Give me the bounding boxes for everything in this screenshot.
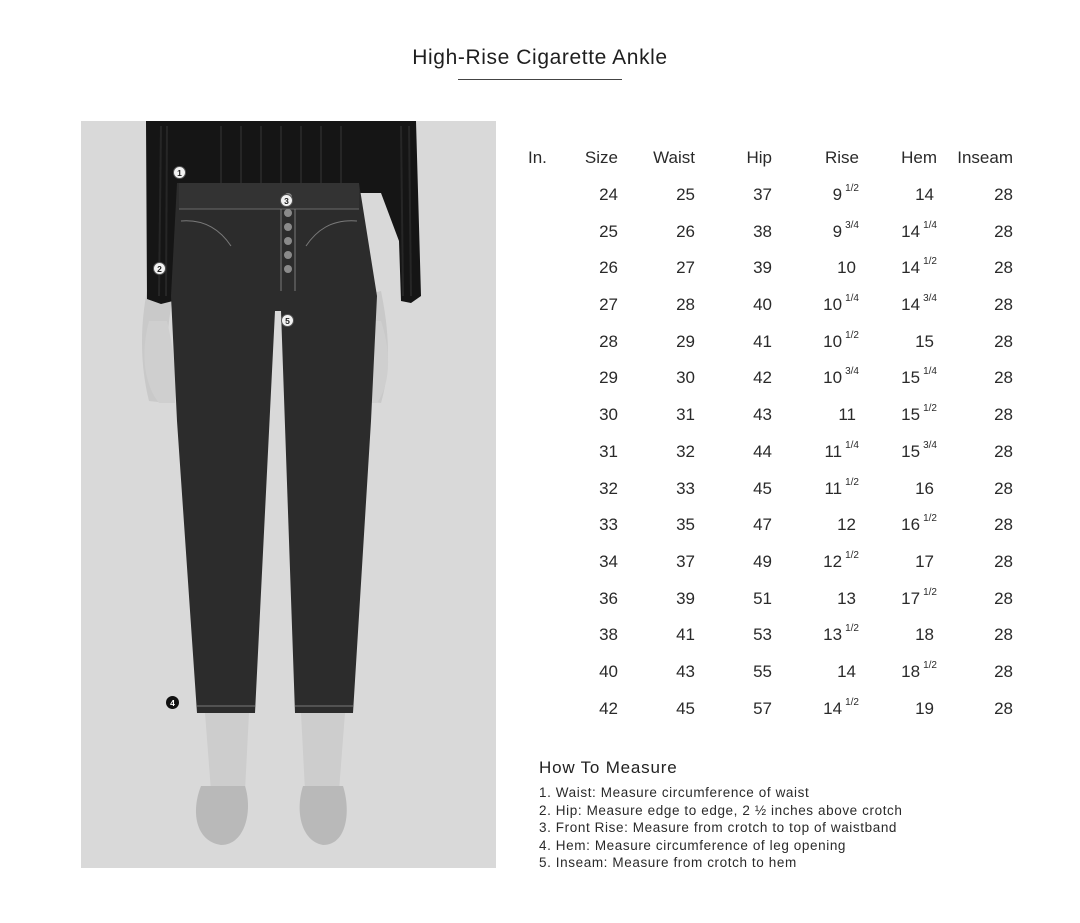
cell-size [560, 323, 618, 360]
cell-hem-value: 15 [915, 331, 934, 351]
cell-size [560, 580, 618, 617]
cell-inseam [937, 323, 1013, 360]
cell-blank [528, 580, 560, 617]
cell-rise-value: 12 [837, 515, 856, 535]
cell-inseam [937, 690, 1013, 727]
cell-inseam [937, 654, 1013, 691]
cell-hem [859, 617, 937, 654]
cell-rise-value: 13 [823, 625, 843, 645]
model-photo [81, 121, 496, 868]
cell-waist [618, 507, 695, 544]
marker-waist: 1 [173, 166, 186, 179]
cell-blank [528, 250, 560, 287]
cell-rise [772, 323, 859, 360]
cell-size-value: 36 [599, 588, 618, 608]
cell-hem-value: 15 [901, 441, 921, 461]
cell-rise [772, 544, 859, 581]
cell-rise-value: 12 [823, 551, 843, 571]
cell-hem [859, 213, 937, 250]
table-row [528, 580, 1013, 617]
cell-hip-value: 41 [753, 331, 772, 351]
cell-blank [528, 617, 560, 654]
cell-inseam-value: 28 [994, 258, 1013, 278]
cell-hem-value: 16 [915, 478, 934, 498]
table-row [528, 690, 1013, 727]
cell-inseam [937, 617, 1013, 654]
cell-rise-fraction: 1/2 [845, 183, 859, 195]
cell-inseam-value: 28 [994, 441, 1013, 461]
cell-waist [618, 654, 695, 691]
cell-rise-value: 11 [824, 478, 843, 498]
cell-hem [859, 544, 937, 581]
cell-size-value: 42 [599, 698, 618, 718]
cell-rise-value: 11 [838, 405, 856, 425]
cell-blank [528, 470, 560, 507]
cell-waist-value: 37 [676, 551, 695, 571]
cell-inseam-value: 28 [994, 368, 1013, 388]
cell-waist [618, 544, 695, 581]
cell-inseam [937, 360, 1013, 397]
cell-size-value: 30 [599, 405, 618, 425]
cell-rise-value: 10 [837, 258, 856, 278]
cell-hem-value: 18 [901, 661, 921, 681]
table-row [528, 250, 1013, 287]
cell-rise-fraction: 1/4 [845, 439, 859, 451]
cell-blank [528, 177, 560, 214]
cell-rise [772, 507, 859, 544]
cell-hip-value: 49 [753, 551, 772, 571]
cell-inseam [937, 434, 1013, 471]
cell-size [560, 250, 618, 287]
cell-waist-value: 26 [676, 221, 695, 241]
cell-hip-value: 42 [753, 368, 772, 388]
cell-hem-value: 14 [915, 185, 934, 205]
cell-waist-value: 31 [676, 405, 695, 425]
cell-hip-value: 38 [753, 221, 772, 241]
cell-rise-value: 10 [823, 331, 843, 351]
cell-waist-value: 25 [676, 185, 695, 205]
cell-hem [859, 580, 937, 617]
cell-inseam-value: 28 [994, 295, 1013, 315]
cell-size [560, 470, 618, 507]
header-hip: Hip [746, 148, 772, 168]
cell-blank [528, 287, 560, 324]
cell-hem-fraction: 3/4 [923, 293, 937, 305]
cell-rise [772, 654, 859, 691]
cell-rise-fraction: 1/2 [845, 476, 859, 488]
cell-hip-value: 57 [753, 698, 772, 718]
cell-hem-value: 15 [901, 368, 921, 388]
marker-hip: 2 [153, 262, 166, 275]
cell-size-value: 24 [599, 185, 618, 205]
cell-size [560, 654, 618, 691]
cell-size-value: 32 [599, 478, 618, 498]
cell-hem-value: 17 [915, 551, 934, 571]
cell-waist-value: 32 [676, 441, 695, 461]
cell-size [560, 617, 618, 654]
header-inseam: Inseam [957, 148, 1013, 168]
table-row [528, 287, 1013, 324]
cell-rise-fraction: 1/2 [845, 329, 859, 341]
cell-hem [859, 690, 937, 727]
cell-hip-value: 53 [753, 625, 772, 645]
cell-rise [772, 580, 859, 617]
header-hem: Hem [901, 148, 937, 168]
cell-blank [528, 434, 560, 471]
measure-step: 5. Inseam: Measure from crotch to hem [539, 855, 797, 870]
cell-waist [618, 360, 695, 397]
cell-hem-fraction: 1/2 [923, 256, 937, 268]
cell-inseam-value: 28 [994, 661, 1013, 681]
cell-blank [528, 690, 560, 727]
cell-rise [772, 470, 859, 507]
cell-waist [618, 323, 695, 360]
cell-hip-value: 44 [753, 441, 772, 461]
cell-waist-value: 45 [676, 698, 695, 718]
cell-blank [528, 507, 560, 544]
cell-waist [618, 287, 695, 324]
cell-rise [772, 287, 859, 324]
marker-hem: 4 [166, 696, 179, 709]
table-row [528, 470, 1013, 507]
cell-rise-value: 13 [837, 588, 856, 608]
measure-step: 2. Hip: Measure edge to edge, 2 ½ inches above crotch [539, 802, 903, 818]
cell-rise-value: 11 [824, 441, 843, 461]
cell-hem-value: 14 [901, 295, 921, 315]
cell-hem-value: 14 [901, 258, 921, 278]
cell-inseam-value: 28 [994, 551, 1013, 571]
cell-hip [695, 177, 772, 214]
cell-rise-value: 10 [823, 368, 843, 388]
cell-hem-fraction: 1/4 [923, 366, 937, 378]
cell-inseam-value: 28 [994, 185, 1013, 205]
cell-size [560, 507, 618, 544]
cell-blank [528, 323, 560, 360]
cell-waist-value: 39 [676, 588, 695, 608]
cell-inseam-value: 28 [994, 588, 1013, 608]
cell-rise-fraction: 1/4 [845, 293, 859, 305]
cell-size-value: 26 [599, 258, 618, 278]
cell-hip-value: 51 [753, 588, 772, 608]
cell-waist [618, 470, 695, 507]
table-row [528, 323, 1013, 360]
cell-hem [859, 654, 937, 691]
cell-size-value: 38 [599, 625, 618, 645]
cell-hem-fraction: 3/4 [923, 439, 937, 451]
how-to-measure-section [539, 758, 903, 872]
cell-hip [695, 617, 772, 654]
cell-hem-value: 16 [901, 515, 921, 535]
cell-hip [695, 287, 772, 324]
cell-hip [695, 690, 772, 727]
jeans-model-illustration [81, 121, 496, 868]
cell-hip-value: 40 [753, 295, 772, 315]
cell-hip [695, 507, 772, 544]
cell-rise-fraction: 1/2 [845, 549, 859, 561]
measure-step: 3. Front Rise: Measure from crotch to top of waistband [539, 820, 898, 835]
table-row [528, 213, 1013, 250]
cell-size [560, 397, 618, 434]
cell-size-value: 27 [599, 295, 618, 315]
table-row [528, 654, 1013, 691]
cell-hem-fraction: 1/2 [923, 513, 937, 525]
cell-rise [772, 360, 859, 397]
cell-waist [618, 617, 695, 654]
cell-hip [695, 397, 772, 434]
cell-waist-value: 41 [676, 625, 695, 645]
cell-hem-value: 19 [915, 698, 934, 718]
cell-hip [695, 544, 772, 581]
cell-waist-value: 43 [676, 661, 695, 681]
cell-hip-value: 39 [753, 258, 772, 278]
cell-inseam [937, 287, 1013, 324]
cell-hip-value: 47 [753, 515, 772, 535]
table-row [528, 434, 1013, 471]
cell-blank [528, 544, 560, 581]
cell-rise-fraction: 3/4 [845, 366, 859, 378]
cell-rise [772, 434, 859, 471]
cell-inseam [937, 580, 1013, 617]
cell-hip [695, 434, 772, 471]
cell-hem-fraction: 1/4 [923, 219, 937, 231]
cell-waist [618, 177, 695, 214]
cell-waist-value: 27 [676, 258, 695, 278]
cell-blank [528, 654, 560, 691]
cell-hem [859, 287, 937, 324]
cell-hip [695, 360, 772, 397]
table-row [528, 397, 1013, 434]
cell-inseam-value: 28 [994, 331, 1013, 351]
cell-size [560, 434, 618, 471]
cell-size-value: 31 [599, 441, 618, 461]
cell-rise [772, 213, 859, 250]
header-in: In. [528, 148, 547, 168]
measure-step: 1. Waist: Measure circumference of waist [539, 785, 810, 800]
size-chart-body [528, 177, 1013, 727]
cell-inseam [937, 470, 1013, 507]
how-to-measure-heading: How To Measure [539, 758, 678, 777]
cell-inseam [937, 397, 1013, 434]
cell-hem-value: 14 [901, 221, 921, 241]
cell-hip-value: 43 [753, 405, 772, 425]
header-size: Size [584, 148, 618, 168]
cell-hem [859, 397, 937, 434]
cell-inseam [937, 213, 1013, 250]
cell-waist-value: 30 [676, 368, 695, 388]
cell-hip-value: 37 [753, 185, 772, 205]
cell-inseam-value: 28 [994, 515, 1013, 535]
cell-waist [618, 690, 695, 727]
cell-hem-value: 15 [901, 405, 921, 425]
cell-hem [859, 360, 937, 397]
cell-waist-value: 29 [676, 331, 695, 351]
cell-hem-value: 17 [901, 588, 921, 608]
cell-rise [772, 690, 859, 727]
cell-size [560, 287, 618, 324]
cell-rise [772, 250, 859, 287]
cell-rise [772, 617, 859, 654]
cell-hip-value: 45 [753, 478, 772, 498]
cell-hip [695, 470, 772, 507]
cell-size-value: 40 [599, 661, 618, 681]
cell-waist-value: 35 [676, 515, 695, 535]
cell-rise [772, 177, 859, 214]
cell-hip [695, 323, 772, 360]
cell-size [560, 213, 618, 250]
cell-size [560, 360, 618, 397]
cell-hem [859, 250, 937, 287]
cell-waist [618, 434, 695, 471]
cell-size [560, 544, 618, 581]
cell-inseam-value: 28 [994, 625, 1013, 645]
cell-size [560, 177, 618, 214]
table-header-row [528, 140, 1013, 177]
cell-size-value: 25 [599, 221, 618, 241]
cell-rise-value: 9 [832, 221, 843, 241]
header-waist: Waist [653, 148, 695, 168]
cell-blank [528, 213, 560, 250]
cell-hem-fraction: 1/2 [923, 659, 937, 671]
table-row [528, 617, 1013, 654]
cell-inseam-value: 28 [994, 405, 1013, 425]
cell-waist [618, 250, 695, 287]
cell-hem [859, 470, 937, 507]
cell-hem [859, 323, 937, 360]
cell-waist-value: 33 [676, 478, 695, 498]
table-row [528, 360, 1013, 397]
cell-rise-fraction: 1/2 [845, 623, 859, 635]
cell-size-value: 28 [599, 331, 618, 351]
cell-hem-fraction: 1/2 [923, 403, 937, 415]
cell-hip [695, 213, 772, 250]
page-title: High-Rise Cigarette Ankle [412, 46, 668, 69]
title-underline [458, 79, 622, 80]
cell-rise [772, 397, 859, 434]
cell-inseam [937, 177, 1013, 214]
cell-inseam [937, 507, 1013, 544]
cell-hip [695, 654, 772, 691]
cell-rise-value: 14 [823, 698, 843, 718]
cell-inseam [937, 250, 1013, 287]
cell-hem [859, 507, 937, 544]
marker-inseam: 5 [281, 314, 294, 327]
marker-front-rise: 3 [280, 194, 293, 207]
cell-hip-value: 55 [753, 661, 772, 681]
cell-inseam-value: 28 [994, 698, 1013, 718]
cell-size-value: 33 [599, 515, 618, 535]
cell-hem [859, 434, 937, 471]
cell-rise-value: 14 [837, 661, 856, 681]
cell-inseam [937, 544, 1013, 581]
table-row [528, 544, 1013, 581]
cell-rise-fraction: 3/4 [845, 219, 859, 231]
cell-size-value: 29 [599, 368, 618, 388]
size-chart-table [528, 140, 1013, 727]
cell-waist [618, 213, 695, 250]
cell-hem-value: 18 [915, 625, 934, 645]
cell-waist [618, 397, 695, 434]
cell-blank [528, 360, 560, 397]
cell-waist-value: 28 [676, 295, 695, 315]
cell-rise-value: 10 [823, 295, 843, 315]
measure-step: 4. Hem: Measure circumference of leg opening [539, 837, 847, 853]
cell-hem-fraction: 1/2 [923, 586, 937, 598]
table-row [528, 507, 1013, 544]
cell-hip [695, 250, 772, 287]
cell-rise-value: 9 [832, 185, 843, 205]
how-to-measure-list [539, 784, 903, 872]
header-rise: Rise [824, 148, 859, 168]
cell-waist [618, 580, 695, 617]
cell-inseam-value: 28 [994, 221, 1013, 241]
cell-size [560, 690, 618, 727]
table-row [528, 177, 1013, 214]
cell-size-value: 34 [599, 551, 618, 571]
cell-hip [695, 580, 772, 617]
cell-inseam-value: 28 [994, 478, 1013, 498]
cell-hem [859, 177, 937, 214]
cell-blank [528, 397, 560, 434]
cell-rise-fraction: 1/2 [845, 696, 859, 708]
